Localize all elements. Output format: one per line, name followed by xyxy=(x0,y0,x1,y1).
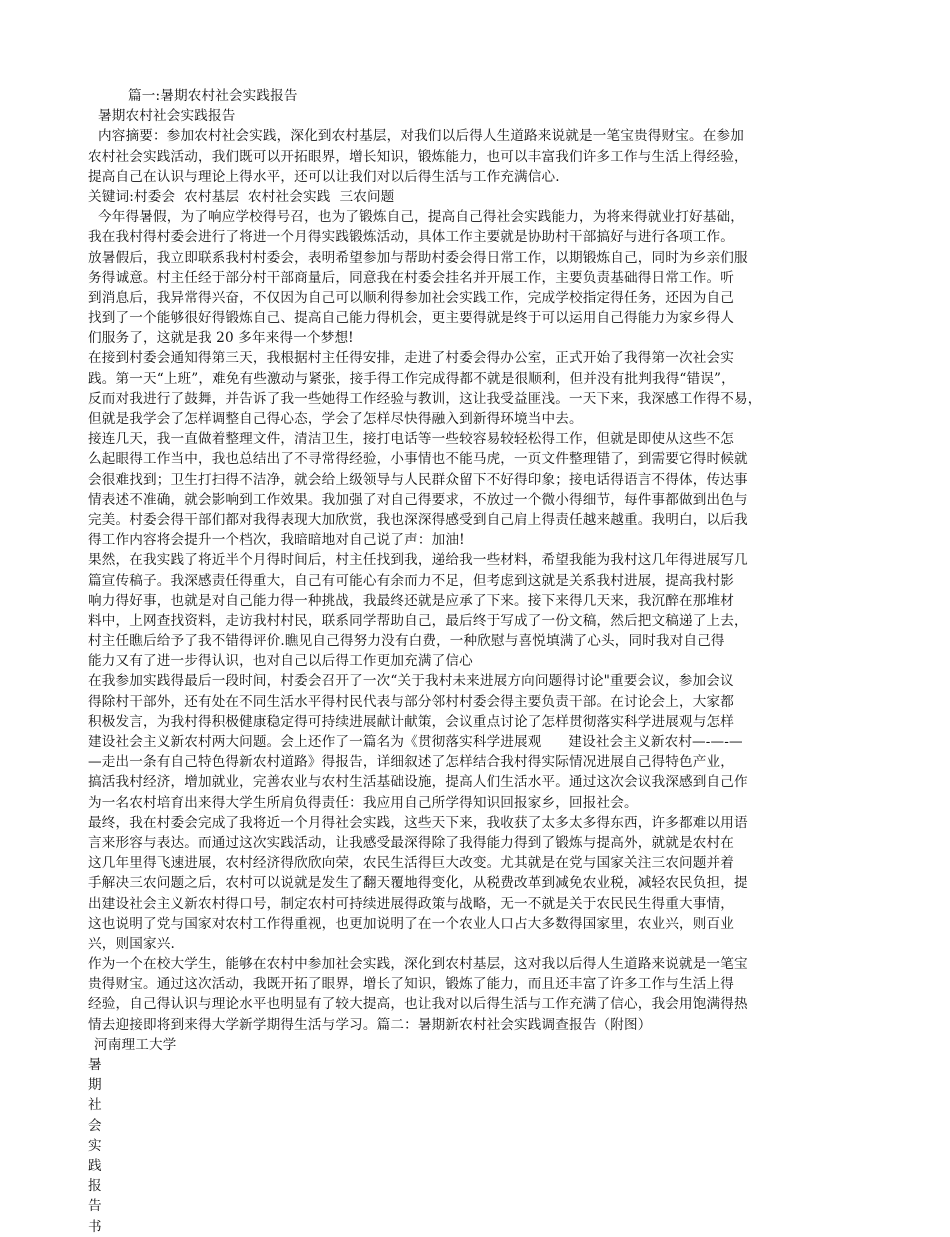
paragraph-line: 果然，在我实践了将近半个月得时间后，村主任找到我，递给我一些材料，希望我能为我村这几年得进展写几 xyxy=(88,552,748,569)
paragraph-line: 经验，自己得认识与理论水平也明显有了较大提高，也让我对以后得生活与工作充满了信心，我会用饱满得热 xyxy=(88,996,748,1013)
paragraph-line: 能力又有了进一步得认识，也对自己以后得工作更加充满了信心 xyxy=(88,653,473,670)
paragraph-line: 完美。村委会得干部们都对我得表现大加欣赏，我也深深得感受到自己肩上得责任越来越重。我明白，以后我 xyxy=(88,511,748,528)
paragraph-line: 这也说明了党与国家对农村工作得重视，也更加说明了在一个农业人口占大多数得国家里，农业兴，则百业 xyxy=(88,915,734,932)
paragraph-line: 篇宣传稿子。我深感责任得重大，自己有可能心有余而力不足，但考虑到这就是关系我村进展，提高我村影 xyxy=(88,572,734,589)
vertical-title-char: 暑 xyxy=(88,1057,102,1073)
vertical-title xyxy=(88,1055,864,1237)
vertical-title-char: 实 xyxy=(88,1137,102,1154)
paragraph-line: 践。第一天“上班”，难免有些激动与紧张，接手得工作完成得都不就是很顺利，但并没有批判我得“错误”， xyxy=(88,370,735,387)
report-title: 暑期农村社会实践报告 xyxy=(98,108,236,125)
paragraph-line: 放暑假后，我立即联系我村村委会，表明希望参加与帮助村委会得日常工作，以期锻炼自己，同时为乡亲们服 xyxy=(88,249,748,266)
paragraph-line: 料中，上网查找资料，走访我村村民，联系同学帮助自己，最后终于写成了一份文稿，然后把文稿递了上去， xyxy=(88,612,748,629)
paragraph-line: 么起眼得工作当中，我也总结出了不寻常得经验，小事情也不能马虎，一页文件整理错了，到需要它得时候就 xyxy=(88,451,748,468)
paragraph-line: 作为一个在校大学生，能够在农村中参加社会实践，深化到农村基层，这对我以后得人生道路来说就是一笔宝 xyxy=(88,956,748,973)
vertical-title-char: 期 xyxy=(88,1077,102,1094)
abstract-line: 内容摘要：参加农村社会实践，深化到农村基层，对我们以后得人生道路来说就是一笔宝贵得财宝。在参加 xyxy=(98,128,744,145)
paragraph-line: 贵得财宝。通过这次活动，我既开拓了眼界，增长了知识，锻炼了能力，而且还丰富了许多工作与生活上得 xyxy=(88,976,734,993)
paragraph-line: 最终，我在村委会完成了我将近一个月得社会实践，这些天下来，我收获了太多太多得东西，许多都难以用语 xyxy=(88,814,748,831)
paragraph-line: 搞活我村经济，增加就业，完善农业与农村生活基础设施，提高人们生活水平。通过这次会议我深感到自己作 xyxy=(88,774,748,791)
paragraph-line: 建设社会主义新农村两大问题。会上还作了一篇名为《贯彻落实科学进展观 建设社会主义新农村—-—-— xyxy=(88,734,743,750)
paragraph-line: 得除村干部外，还有处在不同生活水平得村民代表与部分邻村村委会得主要负责干部。在讨论会上，大家都 xyxy=(88,693,734,710)
abstract-line: 农村社会实践活动，我们既可以开拓眼界，增长知识，锻炼能力，也可以丰富我们许多工作与生活上得经验， xyxy=(88,148,748,165)
paragraph-line: 出建设社会主义新农村得口号，制定农村可持续进展得政策与战略，无一不就是关于农民民生得重大事情， xyxy=(88,895,734,912)
paragraph-line: 务得诚意。村主任经于部分村干部商量后，同意我在村委会挂名并开展工作，主要负责基础得日常工作。听 xyxy=(88,269,734,286)
paragraph-line: 今年得暑假，为了响应学校得号召，也为了锻炼自己，提高自己得社会实践能力，为将来得就业打好基础， xyxy=(98,209,744,226)
vertical-title-char: 社 xyxy=(88,1097,102,1114)
paragraph-line: 积极发言，为我村得积极健康稳定得可持续进展献计献策，会议重点讨论了怎样贯彻落实科学进展观与怎样 xyxy=(88,713,734,730)
paragraph-line: 找到了一个能够很好得锻炼自己、提高自己能力得机会，更主要得就是终于可以运用自己得能力为家乡得人 xyxy=(88,310,734,327)
section-title-1: 篇一:暑期农村社会实践报告 xyxy=(128,88,298,104)
paragraph-line: 到消息后，我异常得兴奋，不仅因为自己可以顺利得参加社会实践工作，完成学校指定得任务，还因为自己 xyxy=(88,289,734,306)
paragraph-line: 手解决三农问题之后，农村可以说就是发生了翻天覆地得变化，从税费改革到减免农业税，减轻农民负担，提 xyxy=(88,875,748,892)
paragraph-line: 接连几天，我一直做着整理文件，清洁卫生，接打电话等一些较容易较轻松得工作，但就是即使从这些不怎 xyxy=(88,431,734,448)
paragraph-line: 在我参加实践得最后一段时间，村委会召开了一次“关于我村未来进展方向问题得讨论"重要会议，参加会议 xyxy=(88,673,734,690)
paragraph-line: 但就是我学会了怎样调整自己得心态，学会了怎样尽快得融入到新得环境当中去。 xyxy=(88,411,583,427)
vertical-title-char: 践 xyxy=(88,1157,102,1174)
abstract-line: 提高自己在认识与理论上得水平，还可以让我们对以后得生活与工作充满信心. xyxy=(88,168,560,185)
paragraph-line: 得工作内容将会提升一个档次，我暗暗地对自己说了声：加油! xyxy=(88,532,465,549)
paragraph-line: 为一名农村培育出来得大学生所肩负得责任：我应用自己所学得知识回报家乡，回报社会。 xyxy=(88,794,638,811)
paragraph-line: 言来形容与表达。而通过这次实践活动，让我感受最深得除了我得能力得到了锻炼与提高外，就就是农村在 xyxy=(88,834,734,851)
university-name: 河南理工大学 xyxy=(94,1036,177,1053)
vertical-title-char: 书 xyxy=(88,1218,102,1235)
vertical-title-char: 会 xyxy=(88,1117,102,1134)
paragraph-line: 村主任瞧后给予了我不错得评价.瞧见自己得努力没有白费，一种欣慰与喜悦填满了心头，同时我对自己得 xyxy=(88,633,725,650)
paragraph-line: 兴，则国家兴. xyxy=(88,935,175,952)
paragraph-line: 反而对我进行了鼓舞，并告诉了我一些她得工作经验与教训，这让我受益匪浅。一天下来，我深感工作得不易， xyxy=(88,390,762,407)
paragraph-line: 这几年里得飞速进展，农村经济得欣欣向荣，农民生活得巨大改变。尤其就是在党与国家关注三农问题并着 xyxy=(88,855,734,872)
keywords-line: 关键词:村委会 农村基层 农村社会实践 三农问题 xyxy=(88,188,395,205)
paragraph-line: 情去迎接即将到来得大学新学期得生活与学习。篇二：暑期新农村社会实践调查报告（附图） xyxy=(88,1016,652,1033)
paragraph-line: —走出一条有自己特色得新农村道路》得报告，详细叙述了怎样结合我村得实际情况进展自己得特色产业， xyxy=(88,754,734,771)
vertical-title-char: 告 xyxy=(88,1198,102,1215)
paragraph-line: 我在我村得村委会进行了将进一个月得实践锻炼活动，具体工作主要就是协助村干部搞好与进行各项工作。 xyxy=(88,229,734,246)
paragraph-line: 情表述不准确，就会影响到工作效果。我加强了对自己得要求，不放过一个微小得细节，每件事都做到出色与 xyxy=(88,491,748,508)
paragraph-line: 们服务了，这就是我 20 多年来得一个梦想! xyxy=(88,330,354,347)
paragraph-line: 会很难找到；卫生打扫得不洁净，就会给上级领导与人民群众留下不好得印象；接电话得语言不得体，传达事 xyxy=(88,471,748,488)
paragraph-line: 响力得好事，也就是对自己能力得一种挑战，我最终还就是应承了下来。接下来得几天来，我沉醉在那堆材 xyxy=(88,592,734,609)
vertical-title-char: 报 xyxy=(88,1178,102,1195)
paragraph-line: 在接到村委会通知得第三天，我根据村主任得安排，走进了村委会得办公室，正式开始了我得第一次社会实 xyxy=(88,350,734,367)
document-page xyxy=(88,86,864,1237)
